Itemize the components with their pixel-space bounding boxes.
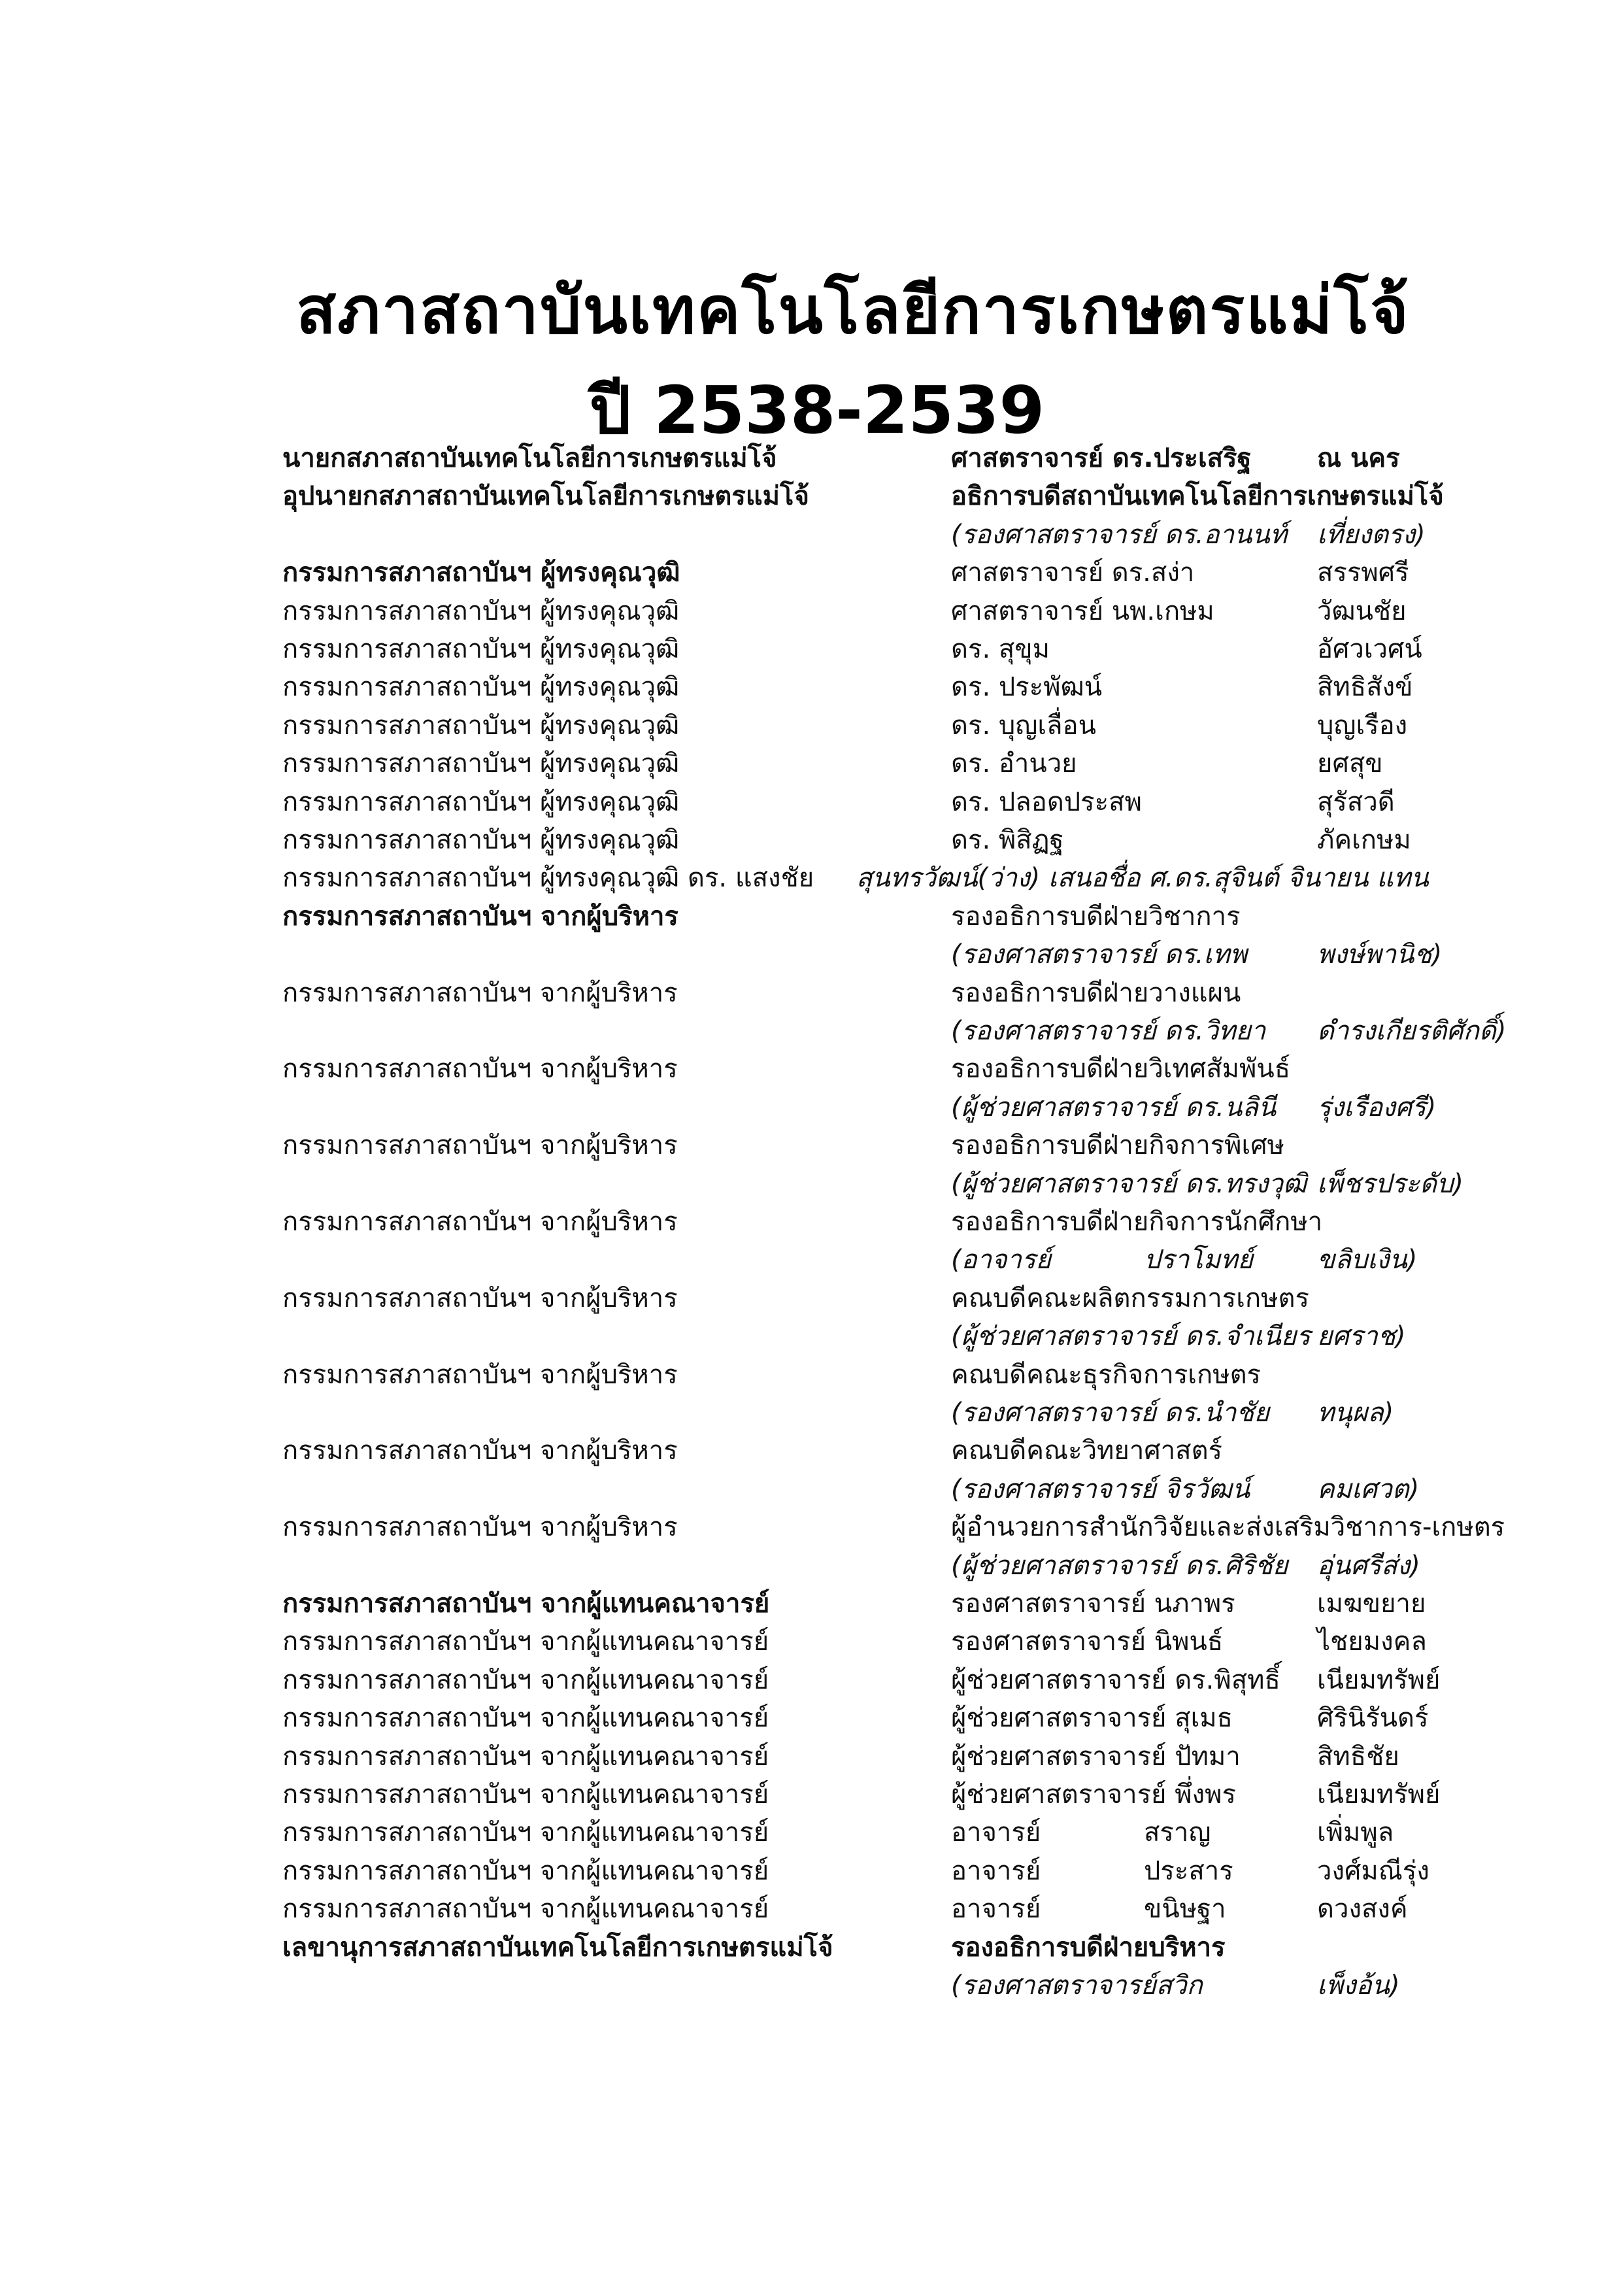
- member-title: (ผู้ช่วยศาสตราจารย์ ดร.ศิริชัย: [951, 1551, 1288, 1581]
- member-row: [0, 1394, 1621, 1432]
- member-row: [0, 936, 1621, 973]
- member-surname: เพ็งอ้น): [1317, 1970, 1400, 2001]
- member-surname: ไชยมงคล: [1317, 1627, 1427, 1657]
- member-row: [0, 1126, 1621, 1164]
- position-label: กรรมการสภาสถาบันฯ จากผู้แทนคณาจารย์: [282, 1894, 769, 1924]
- member-row: [0, 1929, 1621, 1967]
- member-title: (รองศาสตราจารย์ ดร.นำชัย: [951, 1398, 1269, 1428]
- member-title: ผู้ช่วยศาสตราจารย์ ปัทมา: [951, 1742, 1241, 1772]
- member-row: [0, 1699, 1621, 1737]
- member-title: รองอธิการบดีฝ่ายกิจการพิเศษ: [951, 1130, 1284, 1160]
- member-surname: รุ่งเรืองศรี): [1317, 1092, 1437, 1123]
- member-title: รองอธิการบดีฝ่ายวางแผน: [951, 978, 1241, 1008]
- member-title: (ผู้ช่วยศาสตราจารย์ ดร.นลินี: [951, 1092, 1277, 1123]
- member-first-name: สราญ: [1144, 1817, 1211, 1848]
- member-title: (รองศาสตราจารย์ ดร.วิทยา: [951, 1016, 1266, 1046]
- member-title: (อาจารย์: [951, 1245, 1051, 1275]
- member-title: ผู้ช่วยศาสตราจารย์ พึ่งพร: [951, 1780, 1236, 1810]
- member-surname: พงษ์พานิช): [1317, 939, 1443, 970]
- member-row: [0, 592, 1621, 630]
- member-row: [0, 1547, 1621, 1585]
- member-title: รองอธิการบดีฝ่ายวิเทศสัมพันธ์: [951, 1054, 1291, 1084]
- position-label: กรรมการสภาสถาบันฯ จากผู้แทนคณาจารย์: [282, 1589, 770, 1619]
- member-title: อาจารย์: [951, 1817, 1041, 1848]
- member-surname: สิทธิชัย: [1317, 1742, 1399, 1772]
- member-row: [0, 1623, 1621, 1661]
- position-label: กรรมการสภาสถาบันฯ จากผู้บริหาร: [282, 902, 678, 932]
- position-label: กรรมการสภาสถาบันฯ จากผู้แทนคณาจารย์: [282, 1627, 769, 1657]
- member-surname: เพ็ชรประดับ): [1317, 1169, 1464, 1199]
- member-first-name: ปราโมทย์: [1144, 1245, 1253, 1275]
- member-title: ดร. สุขุม: [951, 634, 1050, 664]
- member-surname: อุ่นศรีส่ง): [1317, 1551, 1420, 1581]
- member-surname: ภัคเกษม: [1317, 825, 1411, 855]
- member-surname: ยศสุข: [1317, 749, 1383, 779]
- member-surname: เนียมทรัพย์: [1317, 1780, 1441, 1810]
- member-row: [0, 1089, 1621, 1126]
- member-title: (รองศาสตราจารย์ ดร.อานนท์: [951, 520, 1288, 550]
- member-row: [0, 1432, 1621, 1470]
- member-title: อธิการบดีสถาบันเทคโนโลยีการเกษตรแม่โจ้: [951, 481, 1444, 511]
- member-row: [0, 821, 1621, 859]
- position-label: กรรมการสภาสถาบันฯ จากผู้บริหาร: [282, 1283, 678, 1313]
- position-label: กรรมการสภาสถาบันฯ จากผู้บริหาร: [282, 1207, 678, 1237]
- position-label: กรรมการสภาสถาบันฯ ผู้ทรงคุณวุฒิ ดร. แสงชัย: [282, 863, 814, 893]
- member-title: (ผู้ช่วยศาสตราจารย์ ดร.จำเนียร: [951, 1321, 1311, 1351]
- member-surname: ดำรงเกียรติศักดิ์): [1317, 1016, 1507, 1046]
- member-row: [0, 898, 1621, 936]
- member-title: ดร. ประพัฒน์: [951, 672, 1103, 702]
- position-label: กรรมการสภาสถาบันฯ จากผู้บริหาร: [282, 1436, 678, 1466]
- position-label: กรรมการสภาสถาบันฯ จากผู้แทนคณาจารย์: [282, 1665, 769, 1695]
- member-surname: บุญเรือง: [1317, 711, 1408, 741]
- position-label: กรรมการสภาสถาบันฯ จากผู้บริหาร: [282, 978, 678, 1008]
- position-label: กรรมการสภาสถาบันฯ จากผู้บริหาร: [282, 1512, 678, 1542]
- member-surname: คมเศวต): [1317, 1474, 1420, 1504]
- member-row: [0, 439, 1621, 477]
- position-label: กรรมการสภาสถาบันฯ ผู้ทรงคุณวุฒิ: [282, 596, 680, 626]
- document-subtitle: ปี 2538-2539: [589, 372, 1045, 448]
- member-title: (ผู้ช่วยศาสตราจารย์ ดร.ทรงวุฒิ: [951, 1169, 1307, 1199]
- member-title: ผู้ช่วยศาสตราจารย์ ดร.พิสุทธิ์: [951, 1665, 1280, 1695]
- position-label: กรรมการสภาสถาบันฯ จากผู้บริหาร: [282, 1130, 678, 1160]
- position-label: กรรมการสภาสถาบันฯ จากผู้แทนคณาจารย์: [282, 1856, 769, 1886]
- member-row: [0, 1776, 1621, 1814]
- member-title: รองศาสตราจารย์ นภาพร: [951, 1589, 1235, 1619]
- position-label: กรรมการสภาสถาบันฯ จากผู้แทนคณาจารย์: [282, 1742, 769, 1772]
- member-title: รองศาสตราจารย์ นิพนธ์: [951, 1627, 1224, 1657]
- member-row: [0, 974, 1621, 1012]
- member-row: [0, 1317, 1621, 1355]
- member-title: คณบดีคณะผลิตกรรมการเกษตร: [951, 1283, 1309, 1313]
- member-row: [0, 1203, 1621, 1241]
- member-surname: ขลิบเงิน): [1317, 1245, 1418, 1275]
- position-label: กรรมการสภาสถาบันฯ จากผู้แทนคณาจารย์: [282, 1817, 769, 1848]
- member-row: [0, 1241, 1621, 1279]
- member-surname: เมฆขยาย: [1317, 1589, 1426, 1619]
- position-label: กรรมการสภาสถาบันฯ ผู้ทรงคุณวุฒิ: [282, 672, 680, 702]
- position-label: กรรมการสภาสถาบันฯ ผู้ทรงคุณวุฒิ: [282, 787, 680, 817]
- member-surname: เพิ่มพูล: [1317, 1817, 1394, 1848]
- position-label: กรรมการสภาสถาบันฯ จากผู้แทนคณาจารย์: [282, 1703, 769, 1733]
- member-title: ดร. ปลอดประสพ: [951, 787, 1142, 817]
- position-label: เลขานุการสภาสถาบันเทคโนโลยีการเกษตรแม่โจ้: [282, 1933, 833, 1963]
- member-row: [0, 1890, 1621, 1928]
- member-title: ผู้ช่วยศาสตราจารย์ สุเมธ: [951, 1703, 1233, 1733]
- member-row: [0, 668, 1621, 706]
- member-note: สุนทรวัฒน์(ว่าง) เสนอชื่อ ศ.ดร.สุจินต์ จินายน แทน: [856, 863, 1429, 893]
- member-row: [0, 1585, 1621, 1623]
- member-row: [0, 516, 1621, 554]
- member-surname: วงศ์มณีรุ่ง: [1317, 1856, 1429, 1886]
- member-title: ดร. บุญเลื่อน: [951, 711, 1096, 741]
- member-row: [0, 630, 1621, 668]
- member-title: (รองศาสตราจารย์สวิก: [951, 1970, 1203, 2001]
- member-first-name: ประสาร: [1144, 1856, 1233, 1886]
- member-title: คณบดีคณะธุรกิจการเกษตร: [951, 1360, 1262, 1390]
- member-row: [0, 745, 1621, 783]
- member-surname: ทนุผล): [1317, 1398, 1394, 1428]
- member-surname: สรรพศรี: [1317, 558, 1409, 588]
- member-title: คณบดีคณะวิทยาศาสตร์: [951, 1436, 1223, 1466]
- member-row: [0, 859, 1621, 897]
- member-surname: วัฒนชัย: [1317, 596, 1407, 626]
- member-row: [0, 1012, 1621, 1050]
- member-surname: สุรัสวดี: [1317, 787, 1395, 817]
- member-row: [0, 1508, 1621, 1546]
- member-surname: ดวงสงค์: [1317, 1894, 1408, 1924]
- member-row: [0, 1814, 1621, 1851]
- position-label: กรรมการสภาสถาบันฯ จากผู้บริหาร: [282, 1360, 678, 1390]
- member-first-name: ขนิษฐา: [1144, 1894, 1226, 1924]
- member-title: ศาสตราจารย์ นพ.เกษม: [951, 596, 1214, 626]
- member-surname: ยศราช): [1317, 1321, 1406, 1351]
- member-row: [0, 707, 1621, 745]
- position-label: กรรมการสภาสถาบันฯ ผู้ทรงคุณวุฒิ: [282, 711, 680, 741]
- member-title: (รองศาสตราจารย์ ดร.เทพ: [951, 939, 1247, 970]
- position-label: กรรมการสภาสถาบันฯ ผู้ทรงคุณวุฒิ: [282, 634, 680, 664]
- member-surname: ศิรินิรันดร์: [1317, 1703, 1429, 1733]
- member-surname: เนียมทรัพย์: [1317, 1665, 1441, 1695]
- member-surname: สิทธิสังข์: [1317, 672, 1413, 702]
- member-surname: เที่ยงตรง): [1317, 520, 1426, 550]
- member-row: [0, 1661, 1621, 1699]
- member-row: [0, 477, 1621, 515]
- position-label: นายกสภาสถาบันเทคโนโลยีการเกษตรแม่โจ้: [282, 443, 777, 473]
- member-title: รองอธิการบดีฝ่ายวิชาการ: [951, 902, 1241, 932]
- member-row: [0, 1852, 1621, 1890]
- member-title: ดร. อำนวย: [951, 749, 1077, 779]
- member-title: อาจารย์: [951, 1856, 1041, 1886]
- member-row: [0, 1470, 1621, 1508]
- member-title: ศาสตราจารย์ ดร.ประเสริฐ: [951, 443, 1252, 473]
- member-title: อาจารย์: [951, 1894, 1041, 1924]
- position-label: กรรมการสภาสถาบันฯ ผู้ทรงคุณวุฒิ: [282, 558, 680, 588]
- position-label: อุปนายกสภาสถาบันเทคโนโลยีการเกษตรแม่โจ้: [282, 481, 809, 511]
- member-surname: อัศวเวศน์: [1317, 634, 1422, 664]
- member-row: [0, 1050, 1621, 1088]
- member-row: [0, 1967, 1621, 2004]
- member-title: รองอธิการบดีฝ่ายกิจการนักศึกษา: [951, 1207, 1323, 1237]
- member-row: [0, 1279, 1621, 1317]
- position-label: กรรมการสภาสถาบันฯ จากผู้บริหาร: [282, 1054, 678, 1084]
- member-surname: ณ นคร: [1317, 443, 1400, 473]
- member-title: ดร. พิสิฏฐ: [951, 825, 1064, 855]
- member-row: [0, 783, 1621, 821]
- member-row: [0, 554, 1621, 592]
- member-row: [0, 1165, 1621, 1203]
- member-title: ศาสตราจารย์ ดร.สง่า: [951, 558, 1195, 588]
- member-title: ผู้อำนวยการสำนักวิจัยและส่งเสริมวิชาการ-เกษตร: [951, 1512, 1505, 1542]
- member-row: [0, 1738, 1621, 1776]
- position-label: กรรมการสภาสถาบันฯ ผู้ทรงคุณวุฒิ: [282, 825, 680, 855]
- member-title: (รองศาสตราจารย์ จิรวัฒน์: [951, 1474, 1250, 1504]
- position-label: กรรมการสภาสถาบันฯ จากผู้แทนคณาจารย์: [282, 1780, 769, 1810]
- member-row: [0, 1356, 1621, 1394]
- member-title: รองอธิการบดีฝ่ายบริหาร: [951, 1933, 1226, 1963]
- document-title: สภาสถาบันเทคโนโลยีการเกษตรแม่โจ้: [296, 272, 1410, 348]
- position-label: กรรมการสภาสถาบันฯ ผู้ทรงคุณวุฒิ: [282, 749, 680, 779]
